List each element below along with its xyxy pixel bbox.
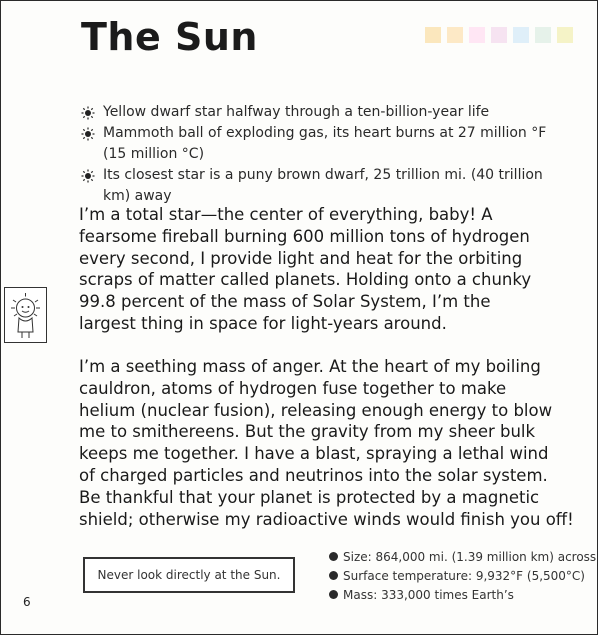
fact-item — [329, 586, 596, 605]
color-swatch-strip — [425, 27, 573, 43]
paragraph-line: 99.8 percent of the mass of Solar System, I’m the — [79, 292, 491, 312]
color-swatch — [447, 27, 463, 43]
bullet-dot-icon — [329, 571, 338, 580]
sun-character-icon — [4, 287, 47, 343]
sun-icon — [81, 127, 95, 141]
color-swatch — [469, 27, 485, 43]
fact-text: Surface temperature: 9,932°F (5,500°C) — [343, 569, 585, 583]
paragraph-line: scraps of matter called planets. Holding onto a chunky — [79, 270, 532, 290]
list-item — [79, 165, 569, 207]
paragraph-line: cauldron, atoms of hydrogen fuse together to make — [79, 378, 507, 398]
page-title: The Sun — [81, 15, 258, 59]
paragraph-line: largest thing in space for light-years around. — [79, 313, 447, 333]
warning-box: Never look directly at the Sun. — [83, 557, 295, 593]
bullet-text-line: Yellow dwarf star halfway through a ten-billion-year life — [103, 104, 490, 120]
paragraph-line: I’m a total star—the center of everything, baby! A — [79, 205, 493, 224]
fusion-paragraph — [79, 356, 577, 530]
fact-item — [329, 567, 596, 586]
bullet-text-line: Its closest star is a puny brown dwarf, 25 trillion mi. (40 trillion — [103, 167, 543, 183]
paragraph-line: shield; otherwise my radioactive winds would finish you off! — [79, 509, 574, 529]
paragraph-line: keeps me together. I have a blast, spraying a lethal wind — [79, 444, 549, 464]
fact-item — [329, 548, 596, 567]
bullet-text-line: km) away — [103, 188, 172, 204]
bullet-text-line: Mammoth ball of exploding gas, its heart burns at 27 million °F — [103, 125, 547, 141]
color-swatch — [425, 27, 441, 43]
color-swatch — [535, 27, 551, 43]
paragraph-line: of charged particles and neutrinos into the solar system. — [79, 465, 548, 485]
list-item — [79, 123, 569, 165]
fact-text: Mass: 333,000 times Earth’s — [343, 588, 514, 602]
bullet-dot-icon — [329, 552, 338, 561]
list-item — [79, 102, 569, 123]
paragraph-line: Be thankful that your planet is protected by a magnetic — [79, 487, 540, 507]
paragraph-line: every second, I provide light and heat for the orbiting — [79, 248, 523, 268]
color-swatch — [513, 27, 529, 43]
paragraph-line: me to smithereens. But the gravity from my sheer bulk — [79, 422, 536, 442]
paragraph-line: helium (nuclear fusion), releasing enough energy to blow — [79, 400, 553, 420]
fact-text: Size: 864,000 mi. (1.39 million km) across — [343, 550, 597, 564]
paragraph-line: I’m a seething mass of anger. At the heart of my boiling — [79, 357, 541, 376]
color-swatch — [557, 27, 573, 43]
sun-icon — [81, 106, 95, 120]
bullet-dot-icon — [329, 590, 338, 599]
intro-paragraph — [79, 204, 577, 335]
bullet-text-line: (15 million °C) — [103, 146, 205, 162]
color-swatch — [491, 27, 507, 43]
facts-list — [329, 548, 596, 605]
paragraph-line: fearsome fireball burning 600 million tons of hydrogen — [79, 226, 530, 246]
page-number: 6 — [23, 595, 31, 609]
sun-icon — [81, 169, 95, 183]
highlights-list — [79, 102, 569, 207]
